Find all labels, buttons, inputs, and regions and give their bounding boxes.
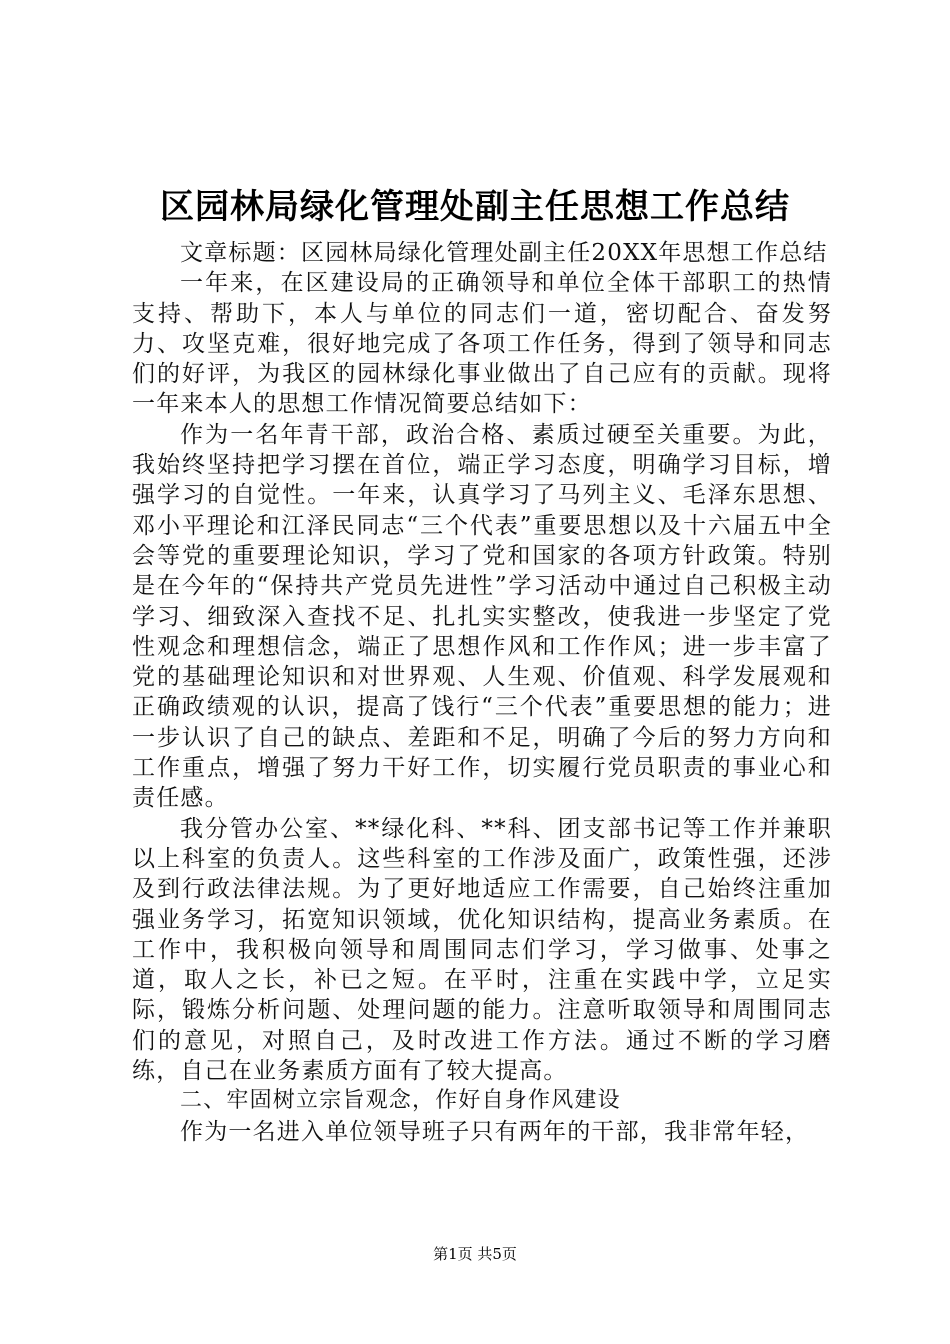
paragraph-intro: 一年来，在区建设局的正确领导和单位全体干部职工的热情支持、帮助下，本人与单位的同志们一道，密切配合、奋发努力、攻坚克难，很好地完成了各项工作任务，得到了领导和同志们的好评，为我区的园林绿化事业做出了自己应有的贡献。现将一年来本人的思想工作情况简要总结如下： <box>132 270 832 418</box>
document-body <box>132 238 832 1147</box>
paragraph-political-study: 作为一名年青干部，政治合格、素质过硬至关重要。为此，我始终坚持把学习摆在首位，端正学习态度，明确学习目标，增强学习的自觉性。一年来，认真学习了马列主义、毛泽东思想、邓小平理论和江泽民同志“三个代表”重要思想以及十六届五中全会等党的重要理论知识，学习了党和国家的各项方针政策。特别是在今年的“保持共产党员先进性”学习活动中通过自己积极主动学习、细致深入查找不足、扎扎实实整改，使我进一步坚定了党性观念和理想信念，端正了思想作风和工作作风；进一步丰富了党的基础理论知识和对世界观、人生观、价值观、科学发展观和正确政绩观的认识，提高了饯行“三个代表”重要思想的能力；进一步认识了自己的缺点、差距和不足，明确了今后的努力方向和工作重点，增强了努力干好工作，切实履行党员职责的事业心和责任感。 <box>132 421 832 812</box>
section-heading: 二、牢固树立宗旨观念，作好自身作风建设 <box>180 1088 621 1114</box>
paragraph-continuation: 作为一名进入单位领导班子只有两年的干部，我非常年轻， <box>180 1118 810 1145</box>
page-number: 第1页 共5页 <box>433 1245 517 1263</box>
paragraph-business-study: 我分管办公室、**绿化科、**科、团支部书记等工作并兼职以上科室的负责人。这些科室的工作涉及面广，政策性强，还涉及到行政法律法规。为了更好地适应工作需要，自己始终注重加强业务学习，拓宽知识领域，优化知识结构，提高业务素质。在工作中，我积极向领导和周围同志们学习，学习做事、处事之道，取人之长，补已之短。在平时，注重在实践中学，立足实际，锻炼分析问题、处理问题的能力。注意听取领导和周围同志们的意见，对照自己，及时改进工作方法。通过不断的学习磨练，自己在业务素质方面有了较大提高。 <box>132 815 832 1085</box>
document-title: 区园林局绿化管理处副主任思想工作总结 <box>160 187 790 227</box>
paragraph-article-title: 文章标题：区园林局绿化管理处副主任20XX年思想工作总结 <box>180 240 828 266</box>
